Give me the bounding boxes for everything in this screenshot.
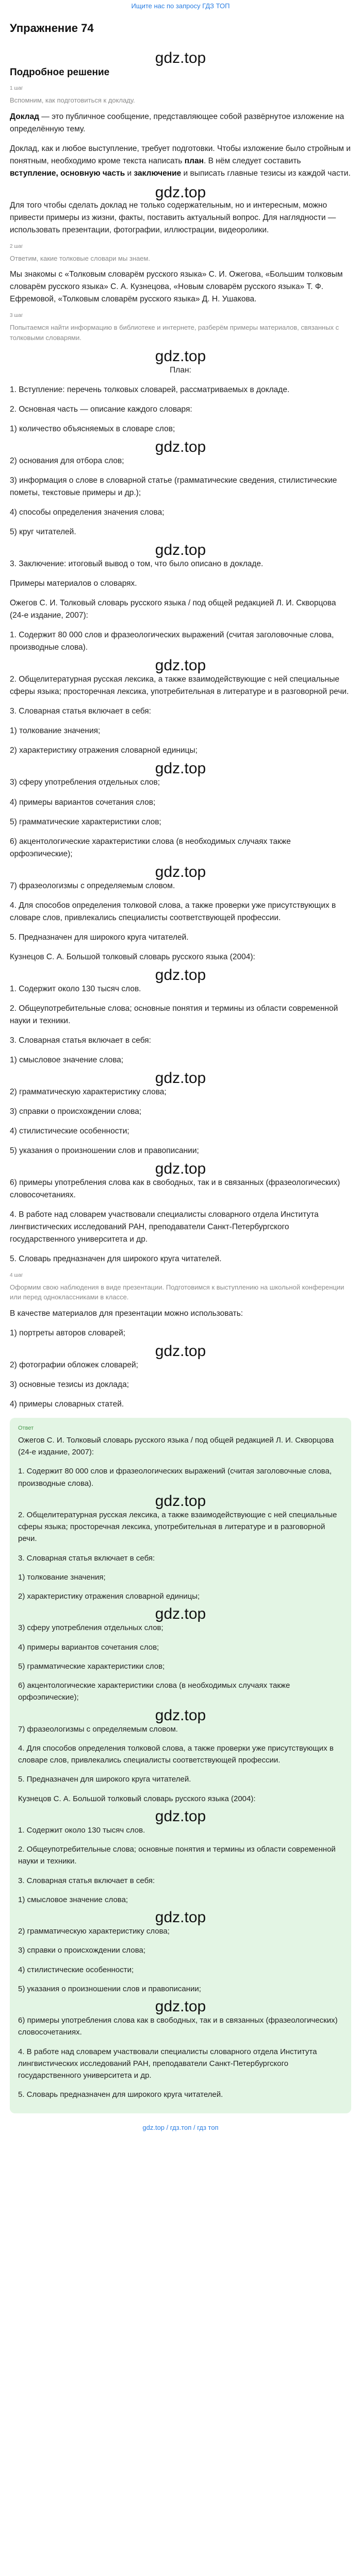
watermark: gdz.top bbox=[155, 1069, 206, 1087]
text: и bbox=[125, 168, 134, 178]
list-item: 6) акцентологические характеристики слова (в необходимых случаях также орфоэпические); bbox=[18, 1681, 290, 1702]
list-item: Ожегов С. И. Толковый словарь русского языка / под общей редакцией Л. И. Скворцова (24-е издание, 2007): bbox=[10, 599, 336, 620]
footer-separator: / bbox=[166, 2123, 169, 2131]
list-item: Кузнецов С. А. Большой толковый словарь русского языка (2004): bbox=[10, 952, 255, 961]
footer-link[interactable]: gdz.top bbox=[142, 2123, 165, 2131]
definition-text: — это публичное сообщение, представляющее собой развёрнутое изложение на определённую тему. bbox=[10, 112, 344, 133]
watermark: gdz.top bbox=[155, 1909, 206, 1926]
watermark: gdz.top bbox=[155, 49, 206, 66]
answer-list bbox=[18, 1434, 343, 2101]
list-item: 3. Словарная статья включает в себя: bbox=[10, 1036, 151, 1045]
list-item: 4) способы определения значения слова; bbox=[10, 508, 165, 517]
step-note: Попытаемся найти информацию в библиотеке и интернете, разберём примеры материалов, связанных с толковыми словарями. bbox=[10, 324, 339, 342]
list-item: 4. Для способов определения толковой слова, а также проверки уже присутствующих в словаре слов, привлекались специалисты соответствующей профессии. bbox=[10, 901, 336, 922]
watermark: gdz.top bbox=[155, 1998, 206, 2015]
list-item: 2) характеристику отражения словарной единицы; bbox=[18, 1592, 200, 1601]
list-item: 3) основные тезисы из доклада; bbox=[10, 1380, 129, 1389]
list-item: 5. Предназначен для широкого круга читателей. bbox=[10, 933, 189, 942]
list-item: 2) грамматическую характеристику слова; bbox=[10, 1087, 167, 1096]
text: . В нём следует составить bbox=[204, 156, 301, 165]
list-item: 6) примеры употребления слова как в свободных, так и в связанных (фразеологических) словосочетаниях. bbox=[10, 1178, 340, 1199]
list-item: 2. Общелитературная русская лексика, а также взаимодействующие с ней специальные сферы языка; просторечная лексика, употребительная в литературе и в разговорной речи. bbox=[18, 1510, 337, 1544]
list-item: 2) фотографии обложек словарей; bbox=[10, 1360, 138, 1369]
list-item: 3) сферу употребления отдельных слов; bbox=[18, 1623, 163, 1633]
list-item: 2. Общеупотребительные слова; основные понятия и термины из области современной науки и техники. bbox=[10, 1004, 338, 1025]
list-item: 7) фразеологизмы с определяемым словом. bbox=[10, 881, 175, 890]
watermark: gdz.top bbox=[155, 863, 206, 880]
list-item: 4. Для способов определения толковой слова, а также проверки уже присутствующих в словаре слов, привлекались специалисты соответствующей профессии. bbox=[18, 1743, 334, 1765]
paragraph: Мы знакомы с «Толковым словарём русского языка» С. И. Ожегова, «Большим толковым словарём русского языка» С. А. Кузнецова, «Новым словарём русского языка» Т. Ф. Ефремовой, «Толковым словарём русского языка» Д. Н. Ушакова. bbox=[10, 270, 343, 304]
watermark: gdz.top bbox=[155, 657, 206, 674]
term: Доклад bbox=[10, 112, 39, 121]
text: Доклад, как и любое выступление, требует подготовки. Чтобы изложение было стройным и понятным, необходимо кроме текста написать bbox=[10, 144, 351, 165]
list-item: 2. Общелитературная русская лексика, а также взаимодействующие с ней специальные сферы языка; просторечная лексика, употребительная в литературе и в разговорной речи. bbox=[10, 675, 349, 697]
footer-separator: / bbox=[193, 2123, 195, 2131]
list-item: 2. Основная часть — описание каждого словаря: bbox=[10, 405, 192, 414]
answer-label: Ответ bbox=[18, 1425, 34, 1431]
list-item: 1. Содержит около 130 тысяч слов. bbox=[10, 984, 141, 993]
list-item: 1. Содержит около 130 тысяч слов. bbox=[18, 1825, 145, 1835]
plan-label: План: bbox=[170, 366, 191, 375]
step-label: 4 шаг bbox=[10, 1272, 23, 1278]
list-item: 3. Заключение: итоговый вывод о том, что было описано в докладе. bbox=[10, 560, 264, 569]
page-title: Упражнение 74 bbox=[10, 22, 94, 35]
step3-list bbox=[10, 384, 351, 1265]
watermark: gdz.top bbox=[155, 1807, 206, 1825]
term: план bbox=[184, 156, 204, 165]
list-item: 3) сферу употребления отдельных слов; bbox=[10, 778, 160, 787]
watermark: gdz.top bbox=[155, 438, 206, 456]
list-item: 4. В работе над словарем участвовали специалисты словарного отдела Института лингвистических исследований РАН, преподаватели Санкт-Петербургского государственного университета и др. bbox=[10, 1210, 319, 1244]
list-item: Ожегов С. И. Толковый словарь русского языка / под общей редакцией Л. И. Скворцова (24-е издание, 2007): bbox=[18, 1435, 334, 1457]
list-item: 5. Словарь предназначен для широкого круга читателей. bbox=[10, 1254, 222, 1263]
list-item: 6) примеры употребления слова как в свободных, так и в связанных (фразеологических) словосочетаниях. bbox=[18, 2016, 338, 2037]
watermark: gdz.top bbox=[155, 966, 206, 984]
list-item: 6) акцентологические характеристики слова (в необходимых случаях также орфоэпические); bbox=[10, 837, 291, 858]
list-item: 2) грамматическую характеристику слова; bbox=[18, 1927, 170, 1936]
list-item: 2) характеристику отражения словарной единицы; bbox=[10, 746, 198, 755]
list-item: 5) грамматические характеристики слов; bbox=[10, 817, 161, 826]
paragraph: Для того чтобы сделать доклад не только содержательным, но и интересным, можно привести примеры из жизни, факты, поставить актуальный вопрос. Для наглядности — использовать презентации, фотографии, иллюстрации, видеоролики. bbox=[10, 200, 336, 234]
list-item: 3. Словарная статья включает в себя: bbox=[18, 1876, 155, 1885]
list-item: 1) толкование значения; bbox=[18, 1572, 106, 1582]
list-item: 3. Словарная статья включает в себя: bbox=[10, 707, 151, 716]
list-item: 5. Предназначен для широкого круга читателей. bbox=[18, 1775, 191, 1784]
step-4 bbox=[10, 1273, 351, 1411]
list-item: 1. Вступление: перечень толковых словарей, рассматриваемых в докладе. bbox=[10, 385, 290, 395]
step-label: 3 шаг bbox=[10, 313, 23, 319]
list-item: В качестве материалов для презентации можно использовать: bbox=[10, 1309, 243, 1318]
list-item: 1) количество объясняемых в словаре слов; bbox=[10, 425, 175, 434]
list-item: 3. Словарная статья включает в себя: bbox=[18, 1553, 155, 1563]
list-item: 1. Содержит 80 000 слов и фразеологических выражений (считая заголовочные слова, производные слова). bbox=[10, 631, 334, 652]
list-item: 3) информация о слове в словарной статье (грамматические сведения, стилистические пометы, текстовые примеры и др.); bbox=[10, 476, 337, 498]
list-item: 1) смысловое значение слова; bbox=[18, 1895, 128, 1904]
list-item: 5) грамматические характеристики слов; bbox=[18, 1662, 165, 1671]
list-item: 4) стилистические особенности; bbox=[18, 1965, 134, 1974]
list-item: 1. Содержит 80 000 слов и фразеологических выражений (считая заголовочные слова, производные слова). bbox=[18, 1467, 332, 1488]
watermark: gdz.top bbox=[155, 760, 206, 777]
step-3 bbox=[10, 313, 351, 1265]
term: заключение bbox=[134, 168, 182, 178]
step4-list bbox=[10, 1308, 351, 1411]
step-label: 1 шаг bbox=[10, 86, 23, 91]
step-note: Ответим, какие толковые словари мы знаем. bbox=[10, 254, 151, 262]
term: вступление, основную часть bbox=[10, 168, 125, 178]
list-item: 5. Словарь предназначен для широкого круга читателей. bbox=[18, 2090, 223, 2099]
definition-paragraph bbox=[10, 111, 351, 135]
list-item: 5) круг читателей. bbox=[10, 528, 76, 537]
list-item: 1) портреты авторов словарей; bbox=[10, 1328, 126, 1337]
watermark: gdz.top bbox=[155, 183, 206, 201]
watermark: gdz.top bbox=[155, 348, 206, 365]
list-item: 2) основания для отбора слов; bbox=[10, 456, 124, 466]
watermark: gdz.top bbox=[155, 1706, 206, 1724]
list-item: 4. В работе над словарем участвовали специалисты словарного отдела Института лингвистических исследований РАН, преподаватели Санкт-Петербургского государственного университета и др. bbox=[18, 2047, 317, 2080]
watermark: gdz.top bbox=[155, 541, 206, 559]
answer-box bbox=[10, 1418, 351, 2113]
footer-link[interactable]: гдз топ bbox=[197, 2123, 219, 2131]
step-1 bbox=[10, 86, 351, 236]
watermark: gdz.top bbox=[155, 1342, 206, 1360]
list-item: 3) справки о происхождении слова; bbox=[18, 1946, 146, 1955]
list-item: 5) указания о произношении слов и правописании; bbox=[18, 1984, 201, 1993]
watermark: gdz.top bbox=[155, 1605, 206, 1623]
step-2 bbox=[10, 244, 351, 306]
top-search-link[interactable] bbox=[0, 0, 361, 11]
page-subtitle: Подробное решение bbox=[10, 67, 110, 78]
footer-link[interactable]: гдз.топ bbox=[170, 2123, 192, 2131]
watermark: gdz.top bbox=[155, 1492, 206, 1510]
list-item: 3) справки о происхождении слова; bbox=[10, 1107, 142, 1116]
list-item: 5) указания о произношении слов и правописании; bbox=[10, 1146, 199, 1155]
list-item: 1) толкование значения; bbox=[10, 726, 101, 736]
list-item: 4) примеры вариантов сочетания слов; bbox=[18, 1642, 159, 1652]
list-item: 4) стилистические особенности; bbox=[10, 1126, 129, 1136]
step-note: Вспомним, как подготовиться к докладу. bbox=[10, 96, 135, 104]
list-item: Кузнецов С. А. Большой толковый словарь русского языка (2004): bbox=[18, 1794, 256, 1803]
list-item: 4) примеры словарных статей. bbox=[10, 1399, 124, 1409]
watermark: gdz.top bbox=[155, 1160, 206, 1177]
list-item: 7) фразеологизмы с определяемым словом. bbox=[18, 1724, 178, 1734]
plan-paragraph bbox=[10, 143, 351, 180]
list-item: 2. Общеупотребительные слова; основные понятия и термины из области современной науки и техники. bbox=[18, 1845, 336, 1866]
text: и выписать главные тезисы из каждой части. bbox=[181, 168, 351, 178]
top-search-link-text[interactable]: Ищите нас по запросу ГДЗ ТОП bbox=[131, 2, 230, 10]
list-item: 4) примеры вариантов сочетания слов; bbox=[10, 798, 156, 807]
list-item: 1) смысловое значение слова; bbox=[10, 1055, 124, 1064]
list-item: Примеры материалов о словарях. bbox=[10, 579, 137, 588]
footer bbox=[0, 2124, 361, 2131]
step-note: Оформим свою наблюдения в виде презентации. Подготовимся к выступлению на школьной конференции или перед одноклассниками в классе. bbox=[10, 1283, 344, 1301]
step-label: 2 шаг bbox=[10, 243, 23, 249]
